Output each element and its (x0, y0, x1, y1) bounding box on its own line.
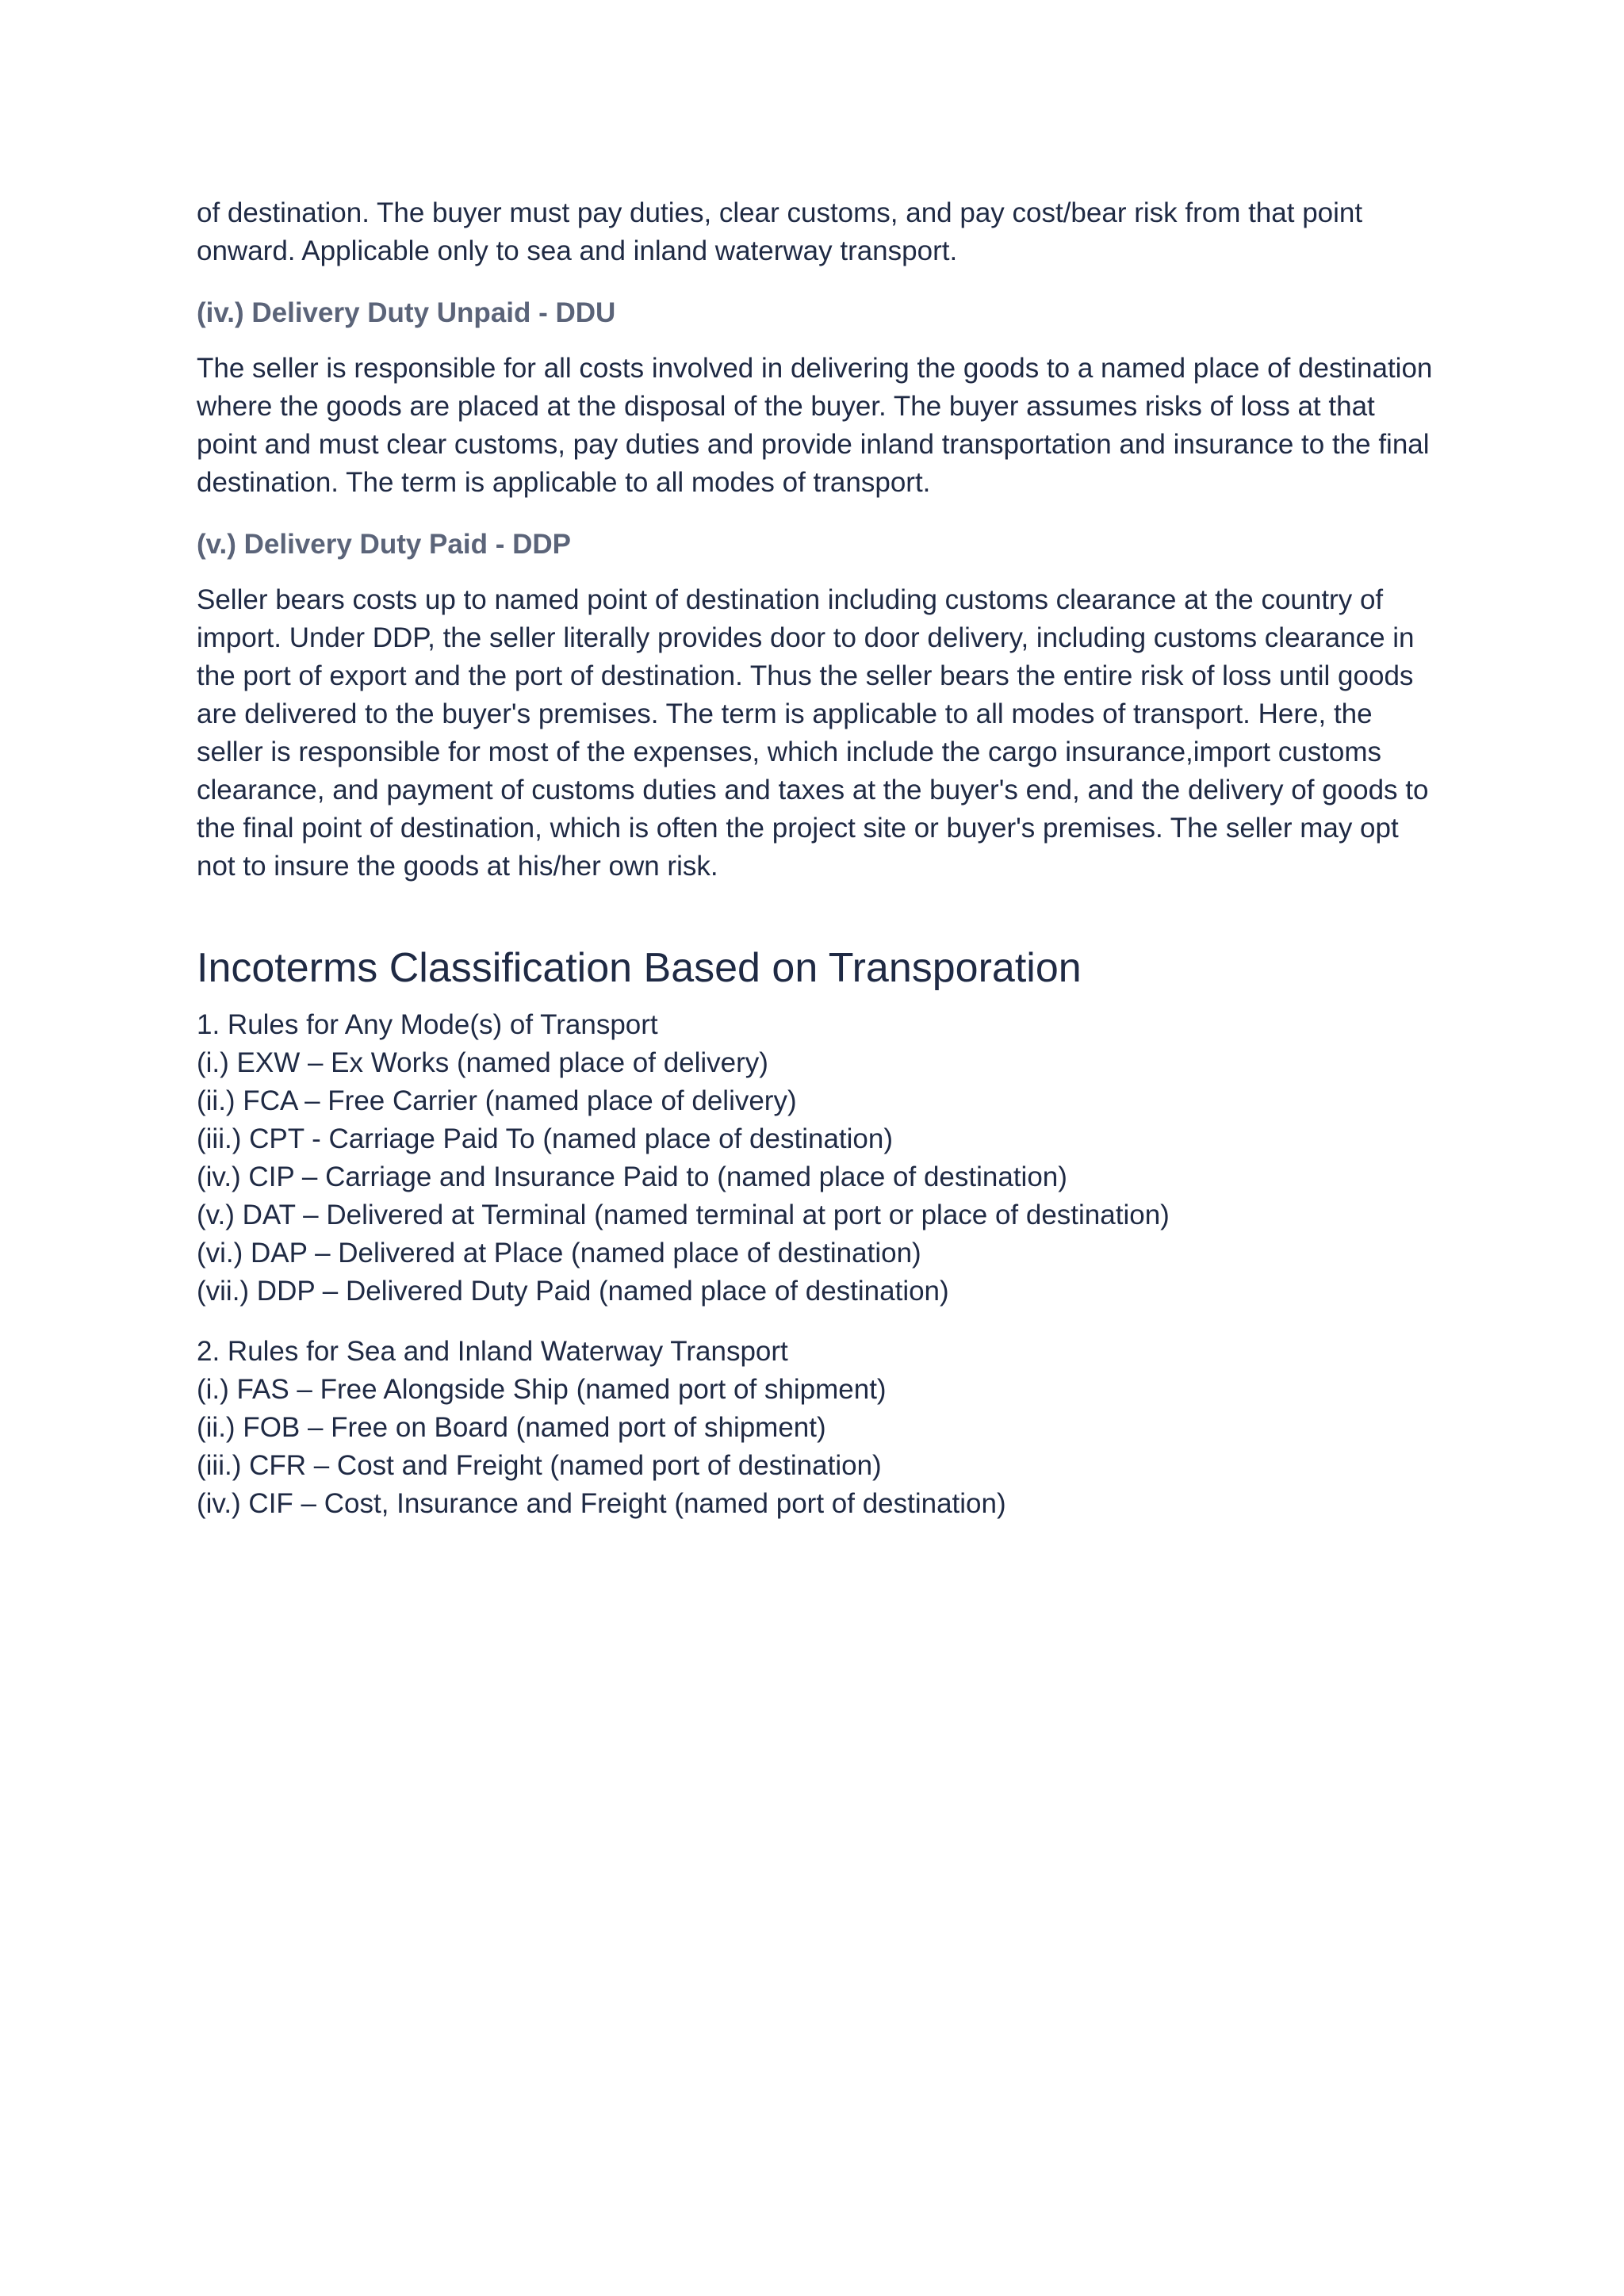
classification-heading: Incoterms Classification Based on Transporation (197, 945, 1082, 991)
ddp-heading: (v.) Delivery Duty Paid - DDP (197, 529, 571, 560)
list-item: (v.) DAT – Delivered at Terminal (named terminal at port or place of destination) (197, 1200, 1170, 1230)
ddu-paragraph: The seller is responsible for all costs involved in delivering the goods to a named place of destination where the goods are placed at the disposal of the buyer. The buyer assumes risks of loss at that point and must clear customs, pay duties and provide inland transportation and insurance to the final destination. The term is applicable to all modes of transport. (197, 353, 1433, 498)
list-item: (vi.) DAP – Delivered at Place (named place of destination) (197, 1238, 921, 1269)
rule-group-sea-waterway (197, 1333, 1434, 1523)
ddp-paragraph: Seller bears costs up to named point of destination including customs clearance at the country of import. Under DDP, the seller literally provides door to door delivery, including customs clearance in the port of export and the port of destination. Thus the seller bears the entire risk of loss until goods are delivered to the buyer's premises. The term is applicable to all modes of transport. Here, the seller is responsible for most of the expenses, which include the cargo insurance,import customs clearance, and payment of customs duties and taxes at the buyer's end, and the delivery of goods to the final point of destination, which is often the project site or buyer's premises. The seller may opt not to insure the goods at his/her own risk. (197, 584, 1429, 882)
list-item: (iii.) CFR – Cost and Freight (named port of destination) (197, 1450, 882, 1481)
intro-paragraph: of destination. The buyer must pay duties, clear customs, and pay cost/bear risk from that point onward. Applicable only to sea and inland waterway transport. (197, 197, 1363, 266)
list-item: (iv.) CIP – Carriage and Insurance Paid to (named place of destination) (197, 1161, 1067, 1192)
list-item: (iv.) CIF – Cost, Insurance and Freight (named port of destination) (197, 1488, 1006, 1519)
rule-group-title: 1. Rules for Any Mode(s) of Transport (197, 1009, 658, 1040)
rule-group-title: 2. Rules for Sea and Inland Waterway Transport (197, 1336, 788, 1367)
list-item: (i.) EXW – Ex Works (named place of delivery) (197, 1047, 768, 1078)
list-item: (ii.) FOB – Free on Board (named port of shipment) (197, 1412, 826, 1443)
list-item: (i.) FAS – Free Alongside Ship (named port of shipment) (197, 1374, 887, 1405)
list-item: (vii.) DDP – Delivered Duty Paid (named place of destination) (197, 1276, 949, 1307)
document-page (197, 194, 1434, 1545)
ddu-heading: (iv.) Delivery Duty Unpaid - DDU (197, 297, 616, 328)
list-item: (iii.) CPT - Carriage Paid To (named place of destination) (197, 1123, 893, 1154)
list-item: (ii.) FCA – Free Carrier (named place of delivery) (197, 1085, 797, 1116)
rule-group-any-mode (197, 1006, 1434, 1311)
